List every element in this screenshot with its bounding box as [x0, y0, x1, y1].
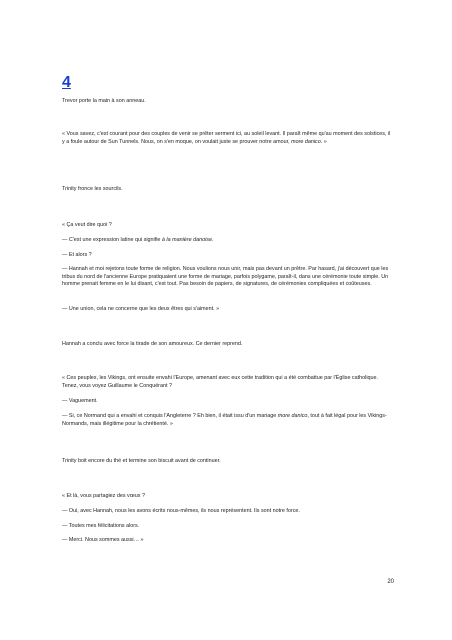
paragraph [62, 341, 394, 349]
text-run: — Si, ce Normand qui a envahi et conquis l'Angleterre ? Eh bien, il était issu d'un mariage [62, 413, 278, 419]
text-run: « Ces peuples, les Vikings, ont ensuite envahi l'Europe, amenant avec eux cette tradition qui a été combattue par l'Église catholique. Tenez, vous voyez Guillaume le Conquérant ? [62, 375, 379, 389]
paragraph [62, 523, 394, 531]
page-number: 20 [387, 579, 394, 585]
text-run: — Merci. Nous sommes aussi… » [62, 537, 144, 543]
text-run: — Vaguement. [62, 398, 98, 404]
paragraph [62, 131, 394, 146]
text-run: — C'est une expression latine qui signifie [62, 237, 162, 243]
italic-text: more danico [277, 413, 308, 419]
paragraph [62, 186, 394, 194]
text-run: — Toutes mes félicitations alors. [62, 523, 140, 529]
paragraph [62, 98, 394, 106]
text-run: Hannah a conclu avec force la tirade de son amoureux. Ce dernier reprend. [62, 341, 243, 347]
paragraph [62, 508, 394, 516]
text-run: — Une union, cela ne concerne que les deux êtres qui s'aiment. » [62, 306, 220, 312]
text-run: . » [320, 138, 327, 145]
text-run: — Hannah et moi rejetons toute forme de religion. Nous voulions nous unir, mais pas devant un prêtre. Par hasard, j'ai découvert que les tribus du nord de l'ancienne Europe pratiquaient une forme de mariage, parfois polygame, paraît-il, dans une cérémonie toute simple. Un homme prenait femme en le lui disant, c'est tout. Pas besoin de papiers, de signatures, de cérémonies compliquées et coûteuses. [62, 266, 389, 288]
text-run: . [211, 237, 214, 243]
text-run: , tout à fait légal pour les Vikings-Normands, mais illégitime pour la chrétienté. » [62, 413, 387, 427]
paragraph [62, 413, 394, 428]
text-run: — Et alors ? [62, 252, 92, 258]
paragraph [62, 266, 394, 289]
italic-text: more danico [291, 138, 321, 145]
text-run: Trinity fronce les sourcils. [62, 186, 123, 192]
paragraph [62, 458, 394, 466]
text-run: Trevor porte la main à son anneau. [62, 98, 146, 104]
chapter-number-link[interactable]: 4 [62, 74, 71, 91]
paragraph [62, 398, 394, 406]
paragraph [62, 537, 394, 545]
text-run: Trinity boit encore du thé et termine son biscuit avant de continuer. [62, 458, 221, 464]
paragraph [62, 222, 394, 230]
paragraph [62, 493, 394, 501]
text-run: « Et là, vous partagiez des vœux ? [62, 493, 145, 499]
text-run: — Oui, avec Hannah, nous les avons écrits nous-mêmes, ils nous représentent. Ils sont notre force. [62, 508, 300, 514]
paragraph [62, 306, 394, 314]
paragraph [62, 252, 394, 260]
paragraph [62, 375, 394, 390]
italic-text: à la manière danoise [161, 237, 212, 243]
text-run: « Vous savez, c'est courant pour des couples de venir se prêter serment ici, au soleil levant. Il paraît même qu'au moment des solstices, il y a foule autour de Sun Tunnels. Nous, on s'en moque, on voulait juste se prouver notre amour, [62, 131, 391, 145]
paragraph [62, 237, 394, 245]
text-run: « Ça veut dire quoi ? [62, 222, 112, 228]
